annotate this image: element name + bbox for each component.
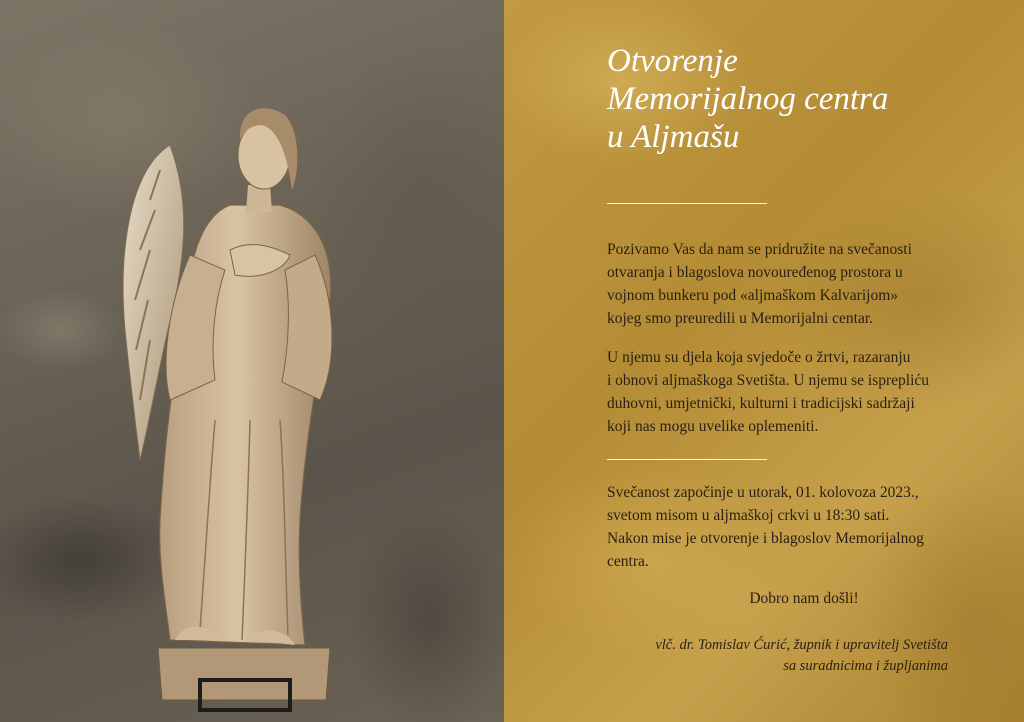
paragraph-line: Nakon mise je otvorenje i blagoslov Memorijalnog: [607, 530, 924, 547]
description-paragraph: [607, 346, 997, 438]
event-details-paragraph: [607, 481, 997, 573]
divider-middle: [607, 459, 767, 460]
paragraph-line: vojnom bunkeru pod «aljmaškom Kalvarijom»: [607, 287, 899, 304]
paragraph-line: Svečanost započinje u utorak, 01. kolovoza 2023.,: [607, 484, 919, 501]
angel-statue-illustration: [0, 0, 504, 722]
angel-statue-photo: [0, 0, 504, 722]
paragraph-line: i obnovi aljmaškoga Svetišta. U njemu se isprepliću: [607, 372, 930, 389]
paragraph-line: svetom misom u aljmaškoj crkvi u 18:30 sati.: [607, 507, 890, 524]
welcome-line: Dobro nam došli!: [749, 590, 859, 607]
divider-top: [607, 203, 767, 204]
paragraph-line: centra.: [607, 553, 649, 570]
title-line-1: Otvorenje: [607, 43, 738, 79]
title-line-2: Memorijalnog centra: [607, 81, 889, 117]
paragraph-line: U njemu su djela koja svjedoče o žrtvi, razaranju: [607, 349, 911, 366]
invitation-title: [607, 42, 1007, 156]
invitation-paragraph: [607, 238, 997, 330]
paragraph-line: koji nas mogu uvelike oplemeniti.: [607, 418, 819, 435]
paragraph-line: otvaranja i blagoslova novouređenog prostora u: [607, 264, 903, 281]
paragraph-line: duhovni, umjetnički, kulturni i tradicijski sadržaji: [607, 395, 915, 412]
paragraph-line: kojeg smo preuredili u Memorijalni centar.: [607, 310, 874, 327]
invitation-text-panel: [504, 0, 1024, 722]
signature-block: [655, 635, 948, 677]
title-line-3: u Aljmašu: [607, 119, 740, 155]
signature-line: vlč. dr. Tomislav Ćurić, župnik i upravitelj Svetišta: [655, 637, 948, 653]
paragraph-line: Pozivamo Vas da nam se pridružite na svečanosti: [607, 241, 912, 258]
signature-line: sa suradnicima i župljanima: [783, 658, 948, 674]
